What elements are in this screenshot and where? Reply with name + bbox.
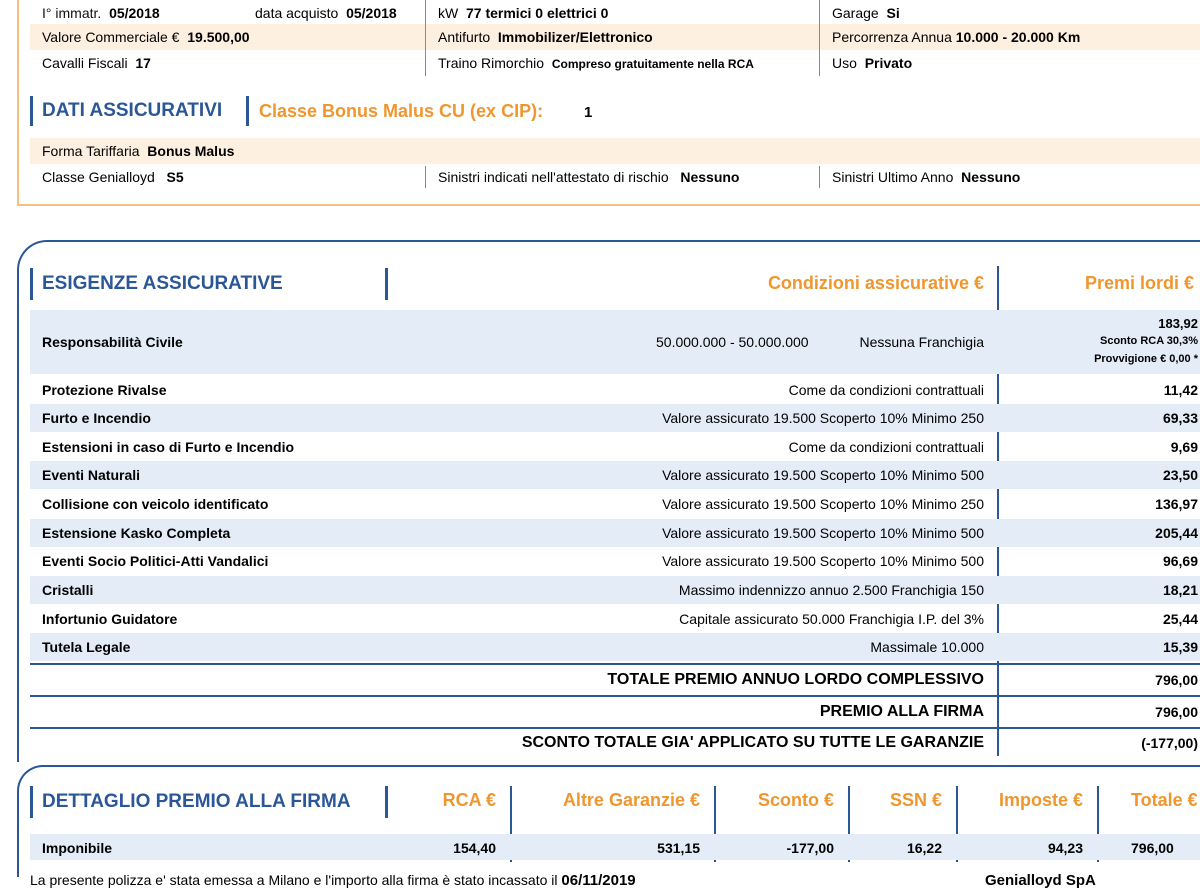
- detail-title-bar: [30, 786, 33, 818]
- insurance-title-bar: [30, 96, 33, 126]
- vehicle-separator-1: [425, 0, 426, 76]
- sinistri-value: Nessuno: [680, 169, 740, 185]
- value-rca: 154,40: [453, 840, 496, 856]
- coverage-condition: Valore assicurato 19.500 Scoperto 10% Minimo 250: [662, 410, 984, 426]
- cavalli-value: 17: [135, 55, 151, 71]
- coverage-row: [30, 490, 1200, 518]
- coverage-name: Estensione Kasko Completa: [42, 525, 231, 541]
- footer-text: La presente polizza e' stata emessa a Milano e l'importo alla firma è stato incassato il: [30, 872, 558, 888]
- coverage-condition: Valore assicurato 19.500 Scoperto 10% Minimo 500: [662, 553, 984, 569]
- value-altre-garanzie: 531,15: [657, 840, 700, 856]
- coverage-name: Cristalli: [42, 582, 94, 598]
- bonus-malus-value: 1: [584, 104, 593, 121]
- coverage-condition: Valore assicurato 19.500 Scoperto 10% Minimo 500: [662, 467, 984, 483]
- coverage-row: [30, 605, 1200, 633]
- traino-value: Compreso gratuitamente nella RCA: [551, 57, 754, 71]
- coverage-name: Tutela Legale: [42, 639, 131, 655]
- coverage-condition: Valore assicurato 19.500 Scoperto 10% Minimo 500: [662, 525, 984, 541]
- coverage-premium: 11,42: [1163, 382, 1198, 398]
- coverage-premium: 69,33: [1162, 410, 1198, 426]
- detail-frame: [17, 765, 1200, 877]
- bonus-malus-label: Classe Bonus Malus CU (ex CIP):: [259, 101, 544, 121]
- conditions-header: Condizioni assicurative €: [767, 273, 984, 293]
- coverage-condition: Come da condizioni contrattuali: [788, 439, 984, 455]
- coverage-row: [30, 376, 1200, 404]
- coverage-row: [30, 519, 1200, 547]
- immatr-value: 05/2018: [109, 5, 160, 21]
- sinistri-label: Sinistri indicati nell'attestato di rischio: [438, 169, 669, 185]
- percorrenza-label: Percorrenza Annua: [832, 29, 952, 45]
- header-altre-garanzie: Altre Garanzie €: [562, 790, 700, 810]
- antifurto-label: Antifurto: [438, 29, 491, 45]
- ultimo-label: Sinistri Ultimo Anno: [832, 169, 954, 185]
- kw-value: 77 termici 0 elettrici 0: [466, 5, 609, 21]
- coverage-name: Eventi Socio Politici-Atti Vandalici: [42, 553, 269, 569]
- coverage-name: Collisione con veicolo identificato: [42, 496, 269, 512]
- coverage-row: [30, 576, 1200, 604]
- needs-title: ESIGENZE ASSICURATIVE: [42, 273, 283, 294]
- antifurto-value: Immobilizer/Elettronico: [497, 29, 653, 45]
- signature-premium-value: 796,00: [1155, 704, 1198, 720]
- needs-title-bar: [30, 268, 33, 300]
- kw-label: kW: [438, 5, 459, 21]
- forma-label: Forma Tariffaria: [42, 143, 140, 159]
- total-annual-value: 796,00: [1155, 672, 1198, 688]
- coverage-premium: 15,39: [1162, 639, 1198, 655]
- rc-row: [30, 310, 1200, 374]
- uso-label: Uso: [832, 55, 857, 71]
- percorrenza-value: 10.000 - 20.000 Km: [955, 29, 1081, 45]
- rc-cond-franchigia: Nessuna Franchigia: [859, 334, 984, 350]
- coverage-condition: Come da condizioni contrattuali: [788, 382, 984, 398]
- uso-value: Privato: [864, 55, 913, 71]
- header-imposte: Imposte €: [998, 790, 1083, 810]
- cavalli-label: Cavalli Fiscali: [42, 55, 128, 71]
- insurance-row-1: [30, 138, 1200, 164]
- immatr-label: I° immatr.: [42, 5, 102, 21]
- coverage-condition: Massimo indennizzo annuo 2.500 Franchigia 150: [678, 582, 984, 598]
- coverage-name: Estensioni in caso di Furto e Incendio: [42, 439, 295, 455]
- coverage-name: Furto e Incendio: [42, 410, 151, 426]
- coverage-condition: Massimale 10.000: [870, 639, 984, 655]
- rc-premium: 183,92: [1158, 316, 1198, 331]
- rc-provvigione: Provvigione € 0,00 *: [1094, 353, 1198, 365]
- detail-title-divider: [385, 786, 388, 818]
- coverage-condition: Valore assicurato 19.500 Scoperto 10% Minimo 250: [662, 496, 984, 512]
- vehicle-row-1: [30, 0, 1200, 26]
- detail-title: DETTAGLIO PREMIO ALLA FIRMA: [42, 791, 351, 812]
- coverage-row: [30, 433, 1200, 461]
- traino-label: Traino Rimorchio: [438, 55, 545, 71]
- ultimo-value: Nessuno: [961, 169, 1021, 185]
- coverage-premium: 23,50: [1162, 467, 1198, 483]
- vehicle-row-3: [30, 50, 1200, 76]
- insurance-separator-2: [819, 166, 820, 188]
- insurance-title: DATI ASSICURATIVI: [42, 100, 223, 121]
- coverage-name: Infortunio Guidatore: [42, 611, 178, 627]
- acquisto-label: data acquisto: [255, 5, 339, 21]
- coverage-row: [30, 633, 1200, 661]
- total-annual-label: TOTALE PREMIO ANNUO LORDO COMPLESSIVO: [607, 671, 984, 688]
- total-discount-value: (-177,00): [1141, 735, 1198, 751]
- coverage-premium: 9,69: [1170, 439, 1198, 455]
- needs-title-divider: [385, 268, 388, 300]
- rc-cond-limits: 50.000.000 - 50.000.000: [656, 334, 809, 350]
- coverage-row: [30, 404, 1200, 432]
- coverage-premium: 136,97: [1155, 496, 1198, 512]
- total-discount-row: [30, 728, 1200, 758]
- header-ssn: SSN €: [889, 790, 942, 810]
- vehicle-row-2: [30, 24, 1200, 50]
- classe-label: Classe Genialloyd: [42, 169, 155, 185]
- total-discount-label: SCONTO TOTALE GIA' APPLICATO SU TUTTE LE GARANZIE: [521, 734, 984, 751]
- coverage-row: [30, 547, 1200, 575]
- garage-value: Si: [886, 5, 900, 21]
- coverage-name: Protezione Rivalse: [42, 382, 167, 398]
- coverage-condition: Capitale assicurato 50.000 Franchigia I.P. del 3%: [679, 611, 984, 627]
- coverage-name: Eventi Naturali: [42, 467, 141, 483]
- value-ssn: 16,22: [906, 840, 942, 856]
- signature-premium-label: PREMIO ALLA FIRMA: [819, 703, 984, 720]
- insurance-title-divider: [246, 96, 249, 126]
- acquisto-value: 05/2018: [346, 5, 397, 21]
- premiums-header: Premi lordi €: [1085, 273, 1195, 293]
- header-rca: RCA €: [442, 790, 496, 810]
- insurance-separator-1: [425, 166, 426, 188]
- coverage-premium: 25,44: [1162, 611, 1198, 627]
- total-annual-row: [30, 665, 1200, 697]
- imponibile-row: [30, 834, 1200, 860]
- imponibile-label: Imponibile: [42, 840, 112, 856]
- rc-name: Responsabilità Civile: [42, 334, 183, 350]
- coverage-premium: 18,21: [1162, 582, 1198, 598]
- value-totale: 796,00: [1131, 840, 1174, 856]
- vehicle-separator-2: [819, 0, 820, 76]
- header-sconto: Sconto €: [757, 790, 834, 810]
- company-name: Genialloyd SpA: [985, 872, 1096, 889]
- footer-date: 06/11/2019: [561, 872, 636, 889]
- coverage-premium: 205,44: [1155, 525, 1198, 541]
- header-totale: Totale €: [1131, 790, 1198, 810]
- coverage-premium: 96,69: [1162, 553, 1198, 569]
- classe-value: S5: [166, 169, 184, 185]
- value-sconto: -177,00: [786, 840, 834, 856]
- value-imposte: 94,23: [1047, 840, 1083, 856]
- insurance-row-2: [30, 164, 1200, 190]
- forma-value: Bonus Malus: [147, 143, 235, 159]
- coverage-row: [30, 461, 1200, 489]
- rc-sconto: Sconto RCA 30,3%: [1099, 335, 1198, 347]
- garage-label: Garage: [832, 5, 879, 21]
- signature-premium-row: [30, 697, 1200, 729]
- footer-note: [30, 872, 636, 889]
- valore-value: 19.500,00: [187, 29, 250, 45]
- valore-label: Valore Commerciale €: [42, 29, 180, 45]
